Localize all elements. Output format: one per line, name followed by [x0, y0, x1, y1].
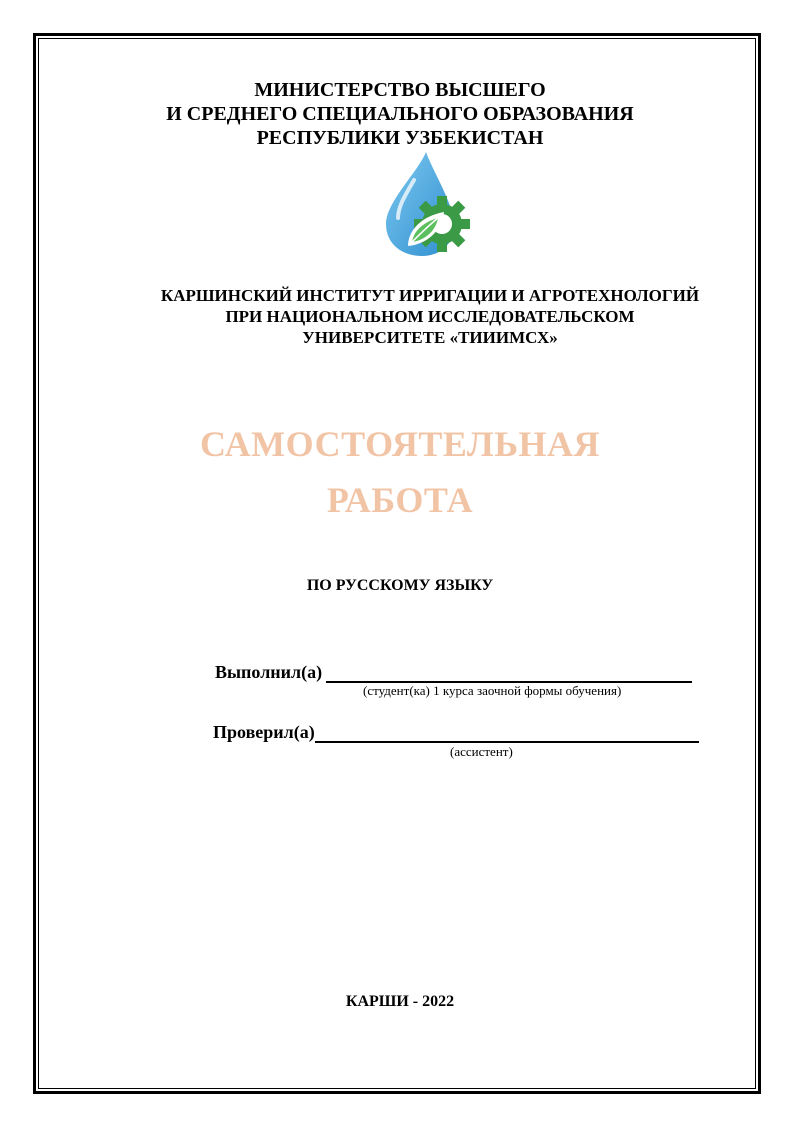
title-line-1: САМОСТОЯТЕЛЬНАЯ: [199, 424, 601, 464]
institute-line-1: КАРШИНСКИЙ ИНСТИТУТ ИРРИГАЦИИ И АГРОТЕХНОЛОГИЙ: [160, 286, 700, 305]
ministry-line-1: МИНИСТЕРСТВО ВЫСШЕГО: [254, 79, 546, 101]
checked-by-signature-line: [315, 723, 699, 743]
ministry-line-2: И СРЕДНЕГО СПЕЦИАЛЬНОГО ОБРАЗОВАНИЯ: [166, 103, 634, 125]
institute-line-2: ПРИ НАЦИОНАЛЬНОМ ИССЛЕДОВАТЕЛЬСКОМ: [225, 307, 635, 326]
institute-line-3: УНИВЕРСИТЕТЕ «ТИИИМСХ»: [302, 328, 558, 347]
completed-by-label: Выполнил(а): [215, 662, 323, 682]
ministry-line-3: РЕСПУБЛИКИ УЗБЕКИСТАН: [256, 127, 544, 149]
subject-label: ПО РУССКОМУ ЯЗЫКУ: [306, 577, 494, 594]
city-year-footer: КАРШИ - 2022: [345, 993, 455, 1010]
checked-by-note: (ассистент): [450, 744, 513, 759]
completed-by-signature-line: [326, 663, 692, 683]
document-title: [0, 416, 800, 528]
title-line-2: РАБОТА: [326, 480, 474, 520]
institute-logo-icon: [378, 150, 478, 258]
completed-by-row: [215, 661, 692, 683]
checked-by-row: [213, 721, 699, 743]
checked-by-label: Проверил(а): [213, 722, 315, 742]
institute-heading: [30, 285, 800, 348]
completed-by-note: (студент(ка) 1 курса заочной формы обучения): [363, 683, 622, 698]
ministry-heading: [0, 78, 800, 150]
